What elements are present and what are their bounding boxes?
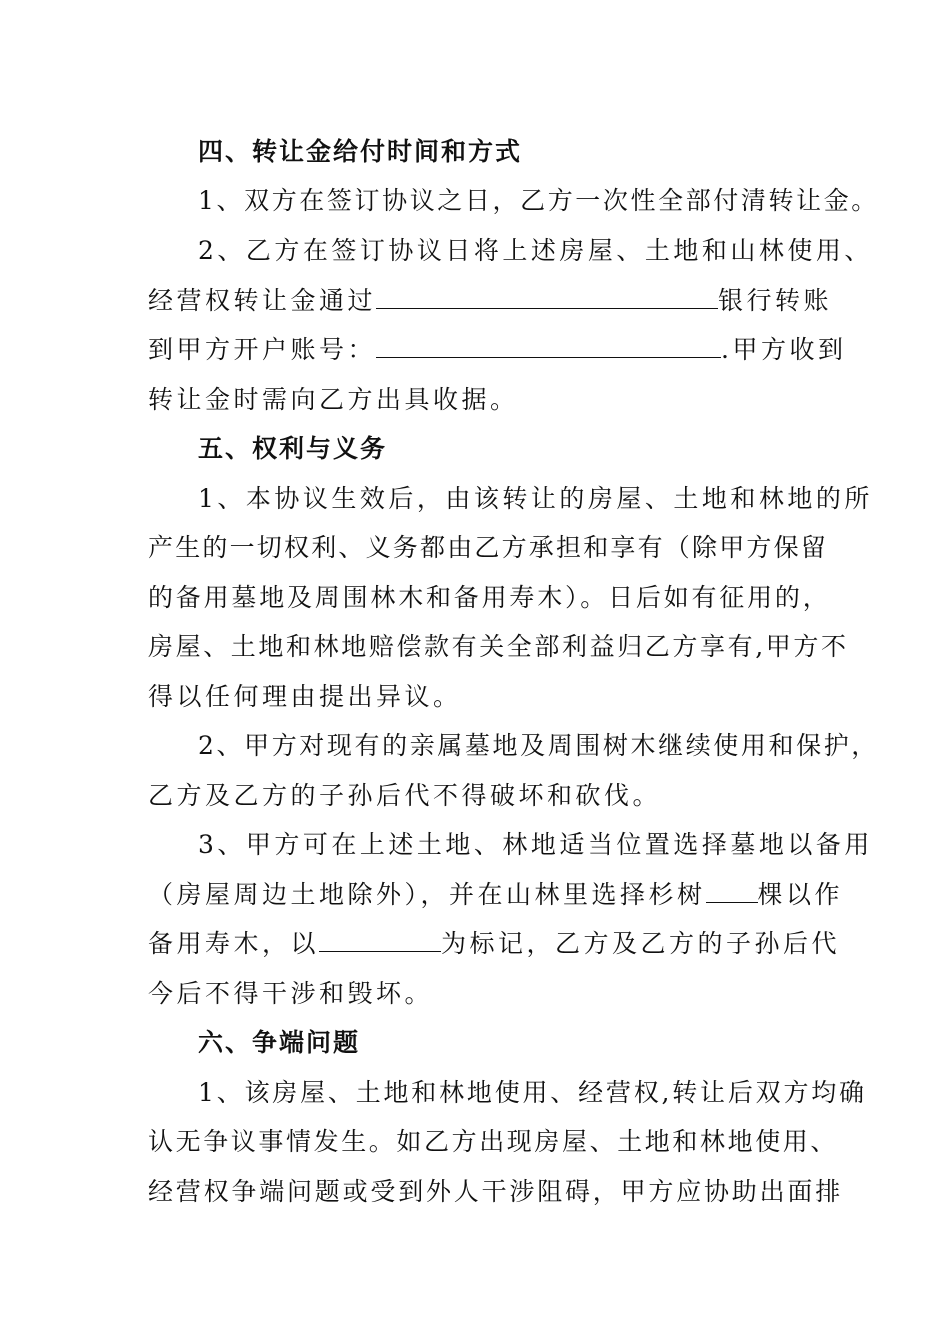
section-5-line-10-tail: 为标记，乙方及乙方的子孙后代 (441, 929, 841, 958)
section-5-line-9-text: （房屋周边土地除外），并在山林里选择杉树 (148, 880, 706, 909)
section-4-line-4-tail: .甲方收到 (721, 335, 847, 364)
section-5-line-7: 乙方及乙方的子孙后代不得破坏和砍伐。 (148, 781, 662, 810)
section-5-line-10-text: 备用寿木，以 (148, 929, 320, 958)
section-5-line-6: 2、甲方对现有的亲属墓地及周围树木继续使用和保护， (198, 731, 879, 760)
account-number-blank (376, 333, 721, 358)
section-5-line-2: 产生的一切权利、义务都由乙方承担和享有（除甲方保留 (148, 533, 829, 562)
section-5-line-8: 3、甲方可在上述土地、林地适当位置选择墓地以备用 (198, 830, 873, 859)
section-4-line-3-text: 经营权转让金通过 (148, 286, 377, 315)
section-5-line-11: 今后不得干涉和毁坏。 (148, 979, 434, 1008)
marker-blank (319, 927, 441, 952)
section-6-heading: 六、争端问题 (198, 1028, 361, 1057)
section-5-line-1: 1、本协议生效后，由该转让的房屋、土地和林地的所 (198, 484, 873, 513)
section-5-line-3: 的备用墓地及周围林木和备用寿木）。日后如有征用的， (148, 583, 831, 612)
bank-name-blank (376, 284, 718, 309)
section-4-line-3 (148, 284, 832, 318)
section-4-line-4-text: 到甲方开户账号： (148, 335, 377, 364)
section-4-line-5: 转让金时需向乙方出具收据。 (148, 385, 519, 414)
section-5-line-10 (148, 927, 840, 961)
section-5-line-9 (148, 878, 843, 912)
section-4-line-3-tail: 银行转账 (718, 286, 833, 315)
section-6-line-1: 1、该房屋、土地和林地使用、经营权,转让后双方均确 (198, 1078, 867, 1107)
section-5-line-4: 房屋、土地和林地赔偿款有关全部利益归乙方享有,甲方不 (148, 632, 849, 661)
section-5-line-9-tail: 棵以作 (757, 880, 844, 909)
section-6-line-2: 认无争议事情发生。如乙方出现房屋、土地和林地使用、 (148, 1127, 839, 1156)
tree-count-blank (706, 878, 758, 903)
section-4-line-1: 1、双方在签订协议之日，乙方一次性全部付清转让金。 (198, 186, 879, 215)
section-4-line-2: 2、乙方在签订协议日将上述房屋、土地和山林使用、 (198, 236, 873, 265)
section-4-heading: 四、转让金给付时间和方式 (198, 137, 523, 166)
section-5-line-5: 得以任何理由提出异议。 (148, 682, 462, 711)
section-4-line-4 (148, 333, 846, 367)
section-5-heading: 五、权利与义务 (198, 434, 388, 463)
section-6-line-3: 经营权争端问题或受到外人干涉阻碍，甲方应协助出面排 (148, 1177, 844, 1206)
